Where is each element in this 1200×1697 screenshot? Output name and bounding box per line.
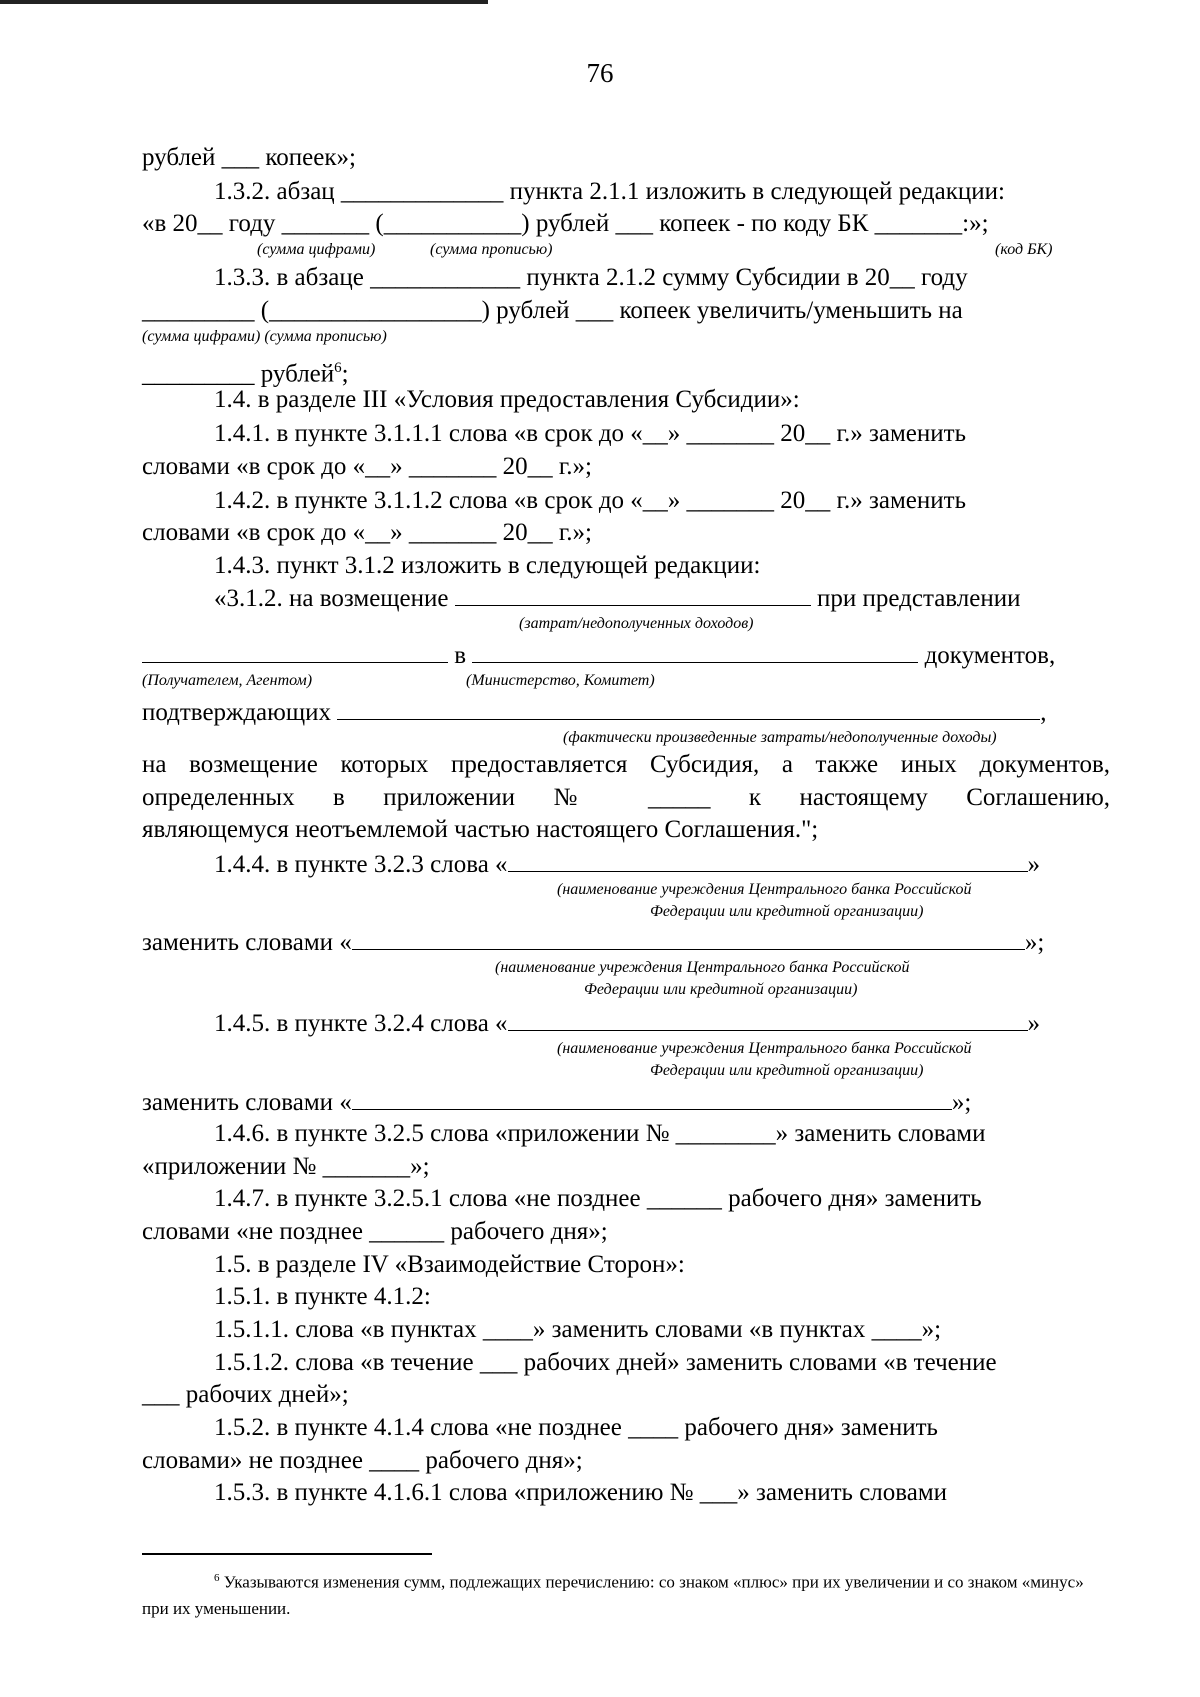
text-line: 1.4.7. в пункте 3.2.5.1 слова «не позднее ______ рабочего дня» заменить xyxy=(214,1185,982,1212)
line-text: при представлении xyxy=(817,585,1021,612)
caption: Федерации или кредитной организации) xyxy=(650,1062,924,1079)
text-line: «приложении № _______»; xyxy=(142,1153,430,1180)
caption: (наименование учреждения Центрального банка Российской xyxy=(557,881,972,898)
footnote xyxy=(142,1565,1110,1622)
blank-line xyxy=(352,927,1025,950)
top-border-line xyxy=(0,0,488,4)
text-line: рублей ___ копеек»; xyxy=(142,144,356,171)
blank-line xyxy=(508,849,1028,872)
text-line: на возмещение которых предоставляется Субсидия, а также иных документов, xyxy=(142,751,1110,778)
text-line: 1.5.2. в пункте 4.1.4 слова «не позднее ____ рабочего дня» заменить xyxy=(214,1414,938,1441)
text-line: 1.5.1. в пункте 4.1.2: xyxy=(214,1283,431,1310)
line-text: документов, xyxy=(924,642,1056,669)
text-line: словами» не позднее ____ рабочего дня»; xyxy=(142,1447,583,1474)
page-number: 76 xyxy=(586,58,614,88)
line-text: 1.4.4. в пункте 3.2.3 слова « xyxy=(214,851,508,878)
line-text: »; xyxy=(951,1089,972,1116)
blank-line xyxy=(337,697,1040,720)
blank-line xyxy=(472,640,918,663)
text-line: 1.5.1.1. слова «в пунктах ____» заменить словами «в пунктах ____»; xyxy=(214,1316,942,1343)
footnote-separator xyxy=(142,1553,432,1555)
text-line: 1.4.1. в пункте 3.1.1.1 слова «в срок до «__» _______ 20__ г.» заменить xyxy=(214,420,966,447)
text-line: словами «не позднее ______ рабочего дня»; xyxy=(142,1218,608,1245)
caption: Федерации или кредитной организации) xyxy=(650,903,924,920)
caption: (фактически произведенные затраты/недополученные доходы) xyxy=(563,729,997,746)
text-line: 1.3.2. абзац _____________ пункта 2.1.1 изложить в следующей редакции: xyxy=(214,178,1005,205)
line-text: 1.4.5. в пункте 3.2.4 слова « xyxy=(214,1010,508,1037)
text-line: словами «в срок до «__» _______ 20__ г.»; xyxy=(142,453,592,480)
blank-line xyxy=(352,1087,952,1110)
caption: (наименование учреждения Центрального банка Российской xyxy=(495,959,910,976)
text-line: ___ рабочих дней»; xyxy=(142,1381,349,1408)
line-text: ; xyxy=(341,360,349,388)
text-line xyxy=(214,583,1020,614)
text-line xyxy=(142,1087,971,1118)
text-line: определенных в приложении № _____ к настоящему Соглашению, xyxy=(142,784,1110,811)
text-line: _________ (_________________) рублей ___ копеек увеличить/уменьшить на xyxy=(142,297,963,324)
line-text: , xyxy=(1040,699,1047,726)
line-text: в xyxy=(454,642,467,669)
text-line: «в 20__ году _______ (___________) рублей ___ копеек - по коду БК _______:»; xyxy=(142,210,989,237)
caption: (сумма цифрами) (сумма прописью) xyxy=(142,328,387,345)
text-line xyxy=(142,353,349,389)
line-text: » xyxy=(1027,851,1041,878)
text-line: 1.5.3. в пункте 4.1.6.1 слова «приложению № ___» заменить словами xyxy=(214,1479,948,1506)
caption: Федерации или кредитной организации) xyxy=(584,981,858,998)
caption: (Получателем, Агентом) xyxy=(142,672,313,689)
footnote-text: Указываются изменения сумм, подлежащих перечислению: со знаком «плюс» при их увеличении и со знаком «минус» при их уменьшении. xyxy=(142,1572,1084,1618)
text-line: 1.3.3. в абзаце ____________ пункта 2.1.2 сумму Субсидии в 20__ году xyxy=(214,264,968,291)
caption: (Министерство, Комитет) xyxy=(466,672,655,689)
section-heading: 1.5. в разделе IV «Взаимодействие Сторон»: xyxy=(214,1251,685,1278)
caption: (сумма цифрами) xyxy=(257,241,376,258)
text-line: словами «в срок до «__» _______ 20__ г.»; xyxy=(142,519,592,546)
footnote-ref: 6 xyxy=(334,360,342,376)
caption: (затрат/недополученных доходов) xyxy=(519,615,754,632)
blank-line xyxy=(508,1008,1028,1031)
line-text: заменить словами « xyxy=(142,1089,352,1116)
line-text: » xyxy=(1027,1010,1041,1037)
text-line: 1.4.2. в пункте 3.1.1.2 слова «в срок до «__» _______ 20__ г.» заменить xyxy=(214,487,966,514)
text-line: 1.4.6. в пункте 3.2.5 слова «приложении № ________» заменить словами xyxy=(214,1120,986,1147)
caption: (наименование учреждения Центрального банка Российской xyxy=(557,1040,972,1057)
line-text: подтверждающих xyxy=(142,699,331,726)
blank-line xyxy=(455,583,811,606)
text-line xyxy=(214,849,1040,880)
line-text: »; xyxy=(1024,929,1045,956)
line-text: _________ рублей xyxy=(142,360,335,388)
footnote-mark: 6 xyxy=(214,1572,220,1584)
text-line xyxy=(142,640,1055,671)
caption: (код БК) xyxy=(995,241,1053,258)
text-line xyxy=(214,1008,1040,1039)
caption: (сумма прописью) xyxy=(430,241,553,258)
text-line xyxy=(142,927,1044,958)
section-heading: 1.4. в разделе III «Условия предоставления Субсидии»: xyxy=(214,386,800,413)
text-line xyxy=(142,697,1046,728)
blank-line xyxy=(142,640,448,663)
line-text: заменить словами « xyxy=(142,929,352,956)
text-line: являющемуся неотъемлемой частью настоящего Соглашения."; xyxy=(142,816,819,843)
text-line: 1.4.3. пункт 3.1.2 изложить в следующей редакции: xyxy=(214,552,761,579)
line-text: «3.1.2. на возмещение xyxy=(214,585,449,612)
text-line: 1.5.1.2. слова «в течение ___ рабочих дней» заменить словами «в течение xyxy=(214,1349,997,1376)
